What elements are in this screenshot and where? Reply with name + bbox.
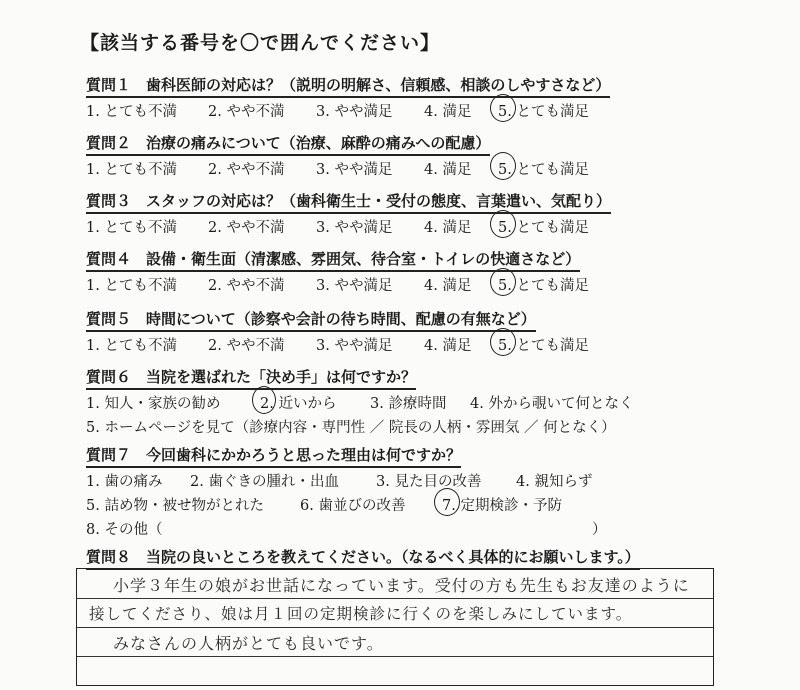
q2-option-1[interactable]: 1. とても不満 xyxy=(86,162,177,178)
q5-option-1[interactable]: 1. とても不満 xyxy=(86,338,177,354)
question-4-options xyxy=(86,272,589,296)
q1-option-5[interactable]: 5. とても満足 xyxy=(498,104,589,120)
q5-option-3[interactable]: 3. やや満足 xyxy=(316,338,393,354)
q7-option-7[interactable]: 7. 定期検診・予防 xyxy=(442,498,562,514)
question-6 xyxy=(86,366,634,438)
q6-option-3[interactable]: 3. 診療時間 xyxy=(370,396,447,412)
q7-option-6[interactable]: 6. 歯並びの改善 xyxy=(300,498,406,514)
q4-option-5[interactable]: 5. とても満足 xyxy=(498,278,589,294)
q6-option-1[interactable]: 1. 知人・家族の勧め xyxy=(86,396,221,412)
q4-option-2[interactable]: 2. やや不満 xyxy=(208,278,285,294)
q3-option-5[interactable]: 5. とても満足 xyxy=(498,220,589,236)
q2-option-2[interactable]: 2. やや不満 xyxy=(208,162,285,178)
question-3-options xyxy=(86,214,611,238)
q7-option-5[interactable]: 5. 詰め物・被せ物がとれた xyxy=(86,498,264,514)
selection-circle xyxy=(490,328,516,356)
question-1-options xyxy=(86,98,610,122)
question-7-options-row-3 xyxy=(86,516,607,540)
q7-option-3[interactable]: 3. 見た目の改善 xyxy=(376,474,482,490)
selection-circle xyxy=(490,152,516,180)
q6-option-2[interactable]: 2. 近いから xyxy=(260,396,337,412)
question-6-title: 質問６ 当院を選ばれた「決め手」は何ですか？ xyxy=(86,366,416,390)
answer-line-2: 接してくださり、娘は月１回の定期検診に行くのを楽しみにしています。 xyxy=(89,605,633,623)
selection-circle xyxy=(252,386,276,414)
q1-option-1[interactable]: 1. とても不満 xyxy=(86,104,177,120)
q1-option-3[interactable]: 3. やや満足 xyxy=(316,104,393,120)
page-title: 【該当する番号を〇で囲んでください】 xyxy=(80,32,441,54)
q7-other-close: ） xyxy=(592,522,607,538)
q3-option-1[interactable]: 1. とても不満 xyxy=(86,220,177,236)
question-7-options-row-2 xyxy=(86,492,562,516)
selection-circle xyxy=(490,268,516,296)
question-6-options-row-2 xyxy=(86,414,616,438)
ruled-line xyxy=(77,627,713,628)
q3-option-4[interactable]: 4. 満足 xyxy=(424,220,472,236)
question-7 xyxy=(86,444,607,540)
answer-line-3: みなさんの人柄がとても良いです。 xyxy=(113,634,384,653)
q5-option-5[interactable]: 5. とても満足 xyxy=(498,338,589,354)
ruled-line xyxy=(77,656,713,657)
question-1 xyxy=(86,74,610,122)
question-6-options-row-1 xyxy=(86,390,634,414)
selection-circle xyxy=(434,488,460,516)
q1-option-4[interactable]: 4. 満足 xyxy=(424,104,472,120)
selection-circle xyxy=(490,210,516,238)
q2-option-3[interactable]: 3. やや満足 xyxy=(316,162,393,178)
question-2 xyxy=(86,132,589,180)
question-3 xyxy=(86,190,611,238)
question-5 xyxy=(86,308,589,356)
q6-option-4[interactable]: 4. 外から覗いて何となく xyxy=(470,396,634,412)
q1-option-2[interactable]: 2. やや不満 xyxy=(208,104,285,120)
answer-line-1: 小学３年生の娘がお世話になっています。受付の方も先生もお友達のように xyxy=(113,576,690,595)
selection-circle xyxy=(490,94,516,122)
q7-option-8[interactable]: 8. その他（ xyxy=(86,522,163,538)
question-4-title: 質問４ 設備・衛生面（清潔感、雰囲気、待合室・トイレの快適さなど） xyxy=(86,248,580,272)
question-5-title: 質問５ 時間について（診察や会計の待ち時間、配慮の有無など） xyxy=(86,308,536,332)
question-7-options-row-1 xyxy=(86,468,593,492)
question-1-title: 質問１ 歯科医師の対応は？（説明の明解さ、信頼感、相談のしやすさなど） xyxy=(86,74,610,98)
answer-box[interactable] xyxy=(76,568,714,686)
q4-option-4[interactable]: 4. 満足 xyxy=(424,278,472,294)
question-2-title: 質問２ 治療の痛みについて（治療、麻酔の痛みへの配慮） xyxy=(86,132,490,156)
q3-option-3[interactable]: 3. やや満足 xyxy=(316,220,393,236)
q3-option-2[interactable]: 2. やや不満 xyxy=(208,220,285,236)
question-5-options xyxy=(86,332,589,356)
q5-option-2[interactable]: 2. やや不満 xyxy=(208,338,285,354)
q2-option-4[interactable]: 4. 満足 xyxy=(424,162,472,178)
q4-option-3[interactable]: 3. やや満足 xyxy=(316,278,393,294)
question-7-title: 質問７ 今回歯科にかかろうと思った理由は何ですか？ xyxy=(86,444,461,468)
q7-option-2[interactable]: 2. 歯ぐきの腫れ・出血 xyxy=(190,474,339,490)
question-3-title: 質問３ スタッフの対応は？（歯科衛生士・受付の態度、言葉遣い、気配り） xyxy=(86,190,611,214)
q7-option-1[interactable]: 1. 歯の痛み xyxy=(86,474,163,490)
question-8 xyxy=(86,546,640,570)
ruled-line xyxy=(77,598,713,599)
q7-option-4[interactable]: 4. 親知らず xyxy=(516,474,593,490)
q2-option-5[interactable]: 5. とても満足 xyxy=(498,162,589,178)
q4-option-1[interactable]: 1. とても不満 xyxy=(86,278,177,294)
question-8-title: 質問８ 当院の良いところを教えてください。（なるべく具体的にお願いします。） xyxy=(86,546,640,570)
question-4 xyxy=(86,248,589,296)
q5-option-4[interactable]: 4. 満足 xyxy=(424,338,472,354)
question-2-options xyxy=(86,156,589,180)
q6-option-5[interactable]: 5. ホームページを見て（診療内容・専門性 ／ 院長の人柄・雰囲気 ／ 何となく） xyxy=(86,420,616,436)
